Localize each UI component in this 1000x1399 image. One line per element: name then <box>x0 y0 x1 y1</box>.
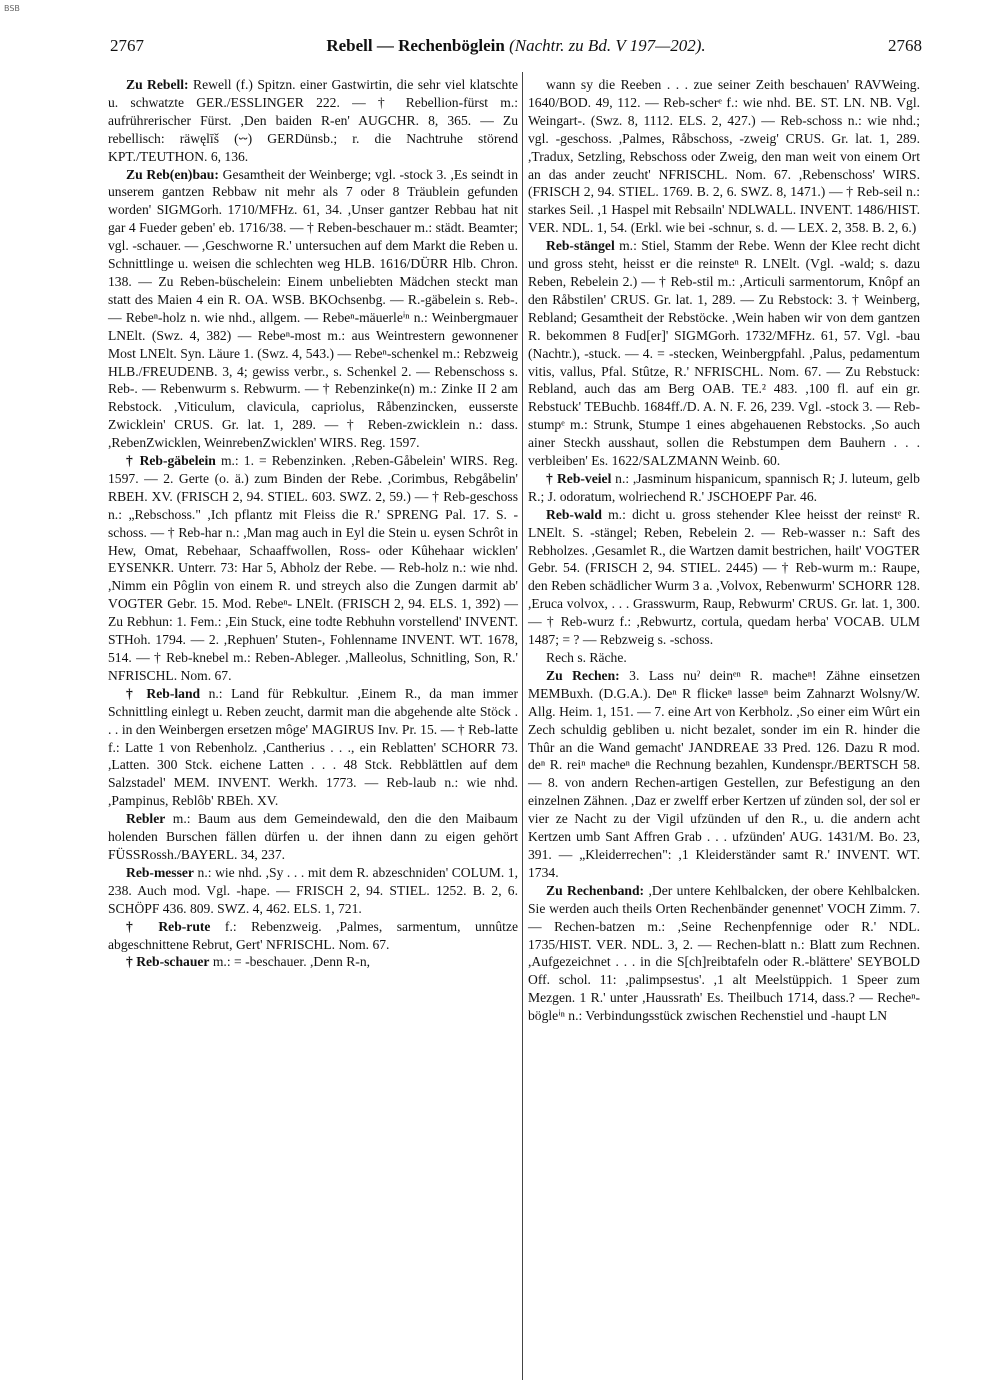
entry-lemma: Reb-wald <box>546 506 602 522</box>
entry-text: m.: Baum aus dem Gemeindewald, den die den Maibaum holenden Burschen fällen dürfen u. der ihnen dann zu eigen gehört FÜSSRossh./BAYERL. 34, 237. <box>108 811 518 862</box>
entry-text: m.: dicht u. gross stehender Klee heisst der reinstᵉ R. LNElt. S. -stängel; Reben, Rebelein 2. — Reb-wasser n.: Saft des Rebholzes. ,Gesamlet R., die Wartzen damit bestrichen, hailt' VOGTER Gebr. 54. (FRISCH 2, 94. STIEL. 2445) — † Reb-wurm m.: Raupe, den Reben schädlicher Wurm 3 a. ,Volvox, Rebenwurm' SCHORR 128. ,Eruca volvox, . . . Grasswurm, Raup, Rebwurm' CRUS. Gr. lat. 1, 300. — † Reb-wurz f.: ,Rebwurtz, cortula, quedam herba' VOCAB. ULM 1487; = ? — Rebzweig s. -schoss. <box>528 506 920 648</box>
entry-text: ,Der untere Kehlbalcken, der obere Kehlbalcken. Sie werden auch theils Orten Rechenbänder genennet' VOCH Zimm. 7. — Rechen-batzen m.: ,Seine Rechenpfennige oder R.' NDL. 1735/HIST. VER. NDL. 3, 2. — Rechen-blatt n.: Blatt zum Rechnen. ,Aufgezeichnet . . . in die S[ch]reibtafeln oder R.-blättere' SEYBOLD Off. schol. 11: ,palimpsestus'. ,1 alt Meelstüppich. 1 Speer zum Mezgen. 1 R.' unter ,Haussrath' Es. Theilbuch 1714, dass.? — Recheⁿ-bögleⁱⁿ n.: Verbindungsstück zwischen Rechenstiel und -haupt LN <box>528 882 920 1024</box>
dictionary-entry <box>528 470 920 506</box>
running-title <box>280 36 752 56</box>
dictionary-entry <box>528 649 920 667</box>
entry-lemma: † Reb-gäbelein <box>126 453 216 469</box>
column-divider <box>522 72 523 1380</box>
page-header <box>110 36 922 64</box>
page-number-left: 2767 <box>110 36 144 55</box>
dictionary-entry <box>108 953 518 971</box>
running-title-text: Rebell — Rechenböglein <box>326 36 505 55</box>
right-column <box>528 76 920 1025</box>
entry-lemma: † Reb-schauer <box>126 954 210 970</box>
entry-text: Rewell (f.) Spitzn. einer Gastwirtin, die sehr viel klatschte u. schwatzte GER./ESSLINGER 222. — † Rebellion-fürst m.: aufrührerischer Fürst. ,Den baiden R-en' AUGCHR. 8, 365. — Zu rebellisch: räwęlīš (⏑⏑) GERDünsb.; r. die Nachtruhe störend KPT./TEUTHON. 6, 136. <box>108 77 518 164</box>
dictionary-entry <box>528 506 920 649</box>
entry-text: 3. Lass nuˀ deinᵉⁿ R. macheⁿ! Zähne einsetzen MEMBuxh. (D.G.A.). Deⁿ R flickeⁿ lasseⁿ beim Zahnarzt Wolsny/W. Allg. Heim. 1, 151. — 7. eine Art von Kerbholz. ,So einer eim Wûrt ein Zech schuldig gebliben u. nicht bezalet, sonder im ein R. hinder die Thûr an die Wand gemacht' JANDREAE 33 Pred. 126. Dazu R mod. deⁿ R. reiⁿ macheⁿ die Rechnung bezahlen, Kundenspr./BERTSCH 58. — 8. von andern Rechen-artigen Gestellen, zur Befestigung an den einzelnen Zähnen. ,Daz er zwelff erber Kertzen uf zünden sol, der sol er vier ze Nacht zu der Vigil ufzünden uf den R., u. die andern acht Kertzen umb Sant Affren Grab . . . ufzünden' AUG. 1431/M. Bo. 23, 391. — „Kleiderrechen": ,1 Kleiderständer samt R.' INVENT. WT. 1734. <box>528 667 920 880</box>
entry-lemma: † Reb-rute <box>126 918 211 934</box>
entry-lemma: † Reb-veiel <box>546 470 612 486</box>
entry-text: wann sy die Reeben . . . zue seiner Zeith beschauen' RAVWeing. 1640/BOD. 49, 112. — Reb-scherᵉ f.: wie nhd. BE. ST. LN. NB. Vgl. Weingart-. (Swz. 8, 1112. ELS. 2, 427.) — Reb-schoss n.: wie nhd.; vgl. -geschoss. ,Palmes, Råbschoss, -zweig' CRUS. Gr. lat. 1, 289. ,Tradux, Setzling, Rebschoss oder Zweig, den man weit von einem Ort an das ander zeucht' NFRISCHL. Nom. 67. ,Rebenschoss' WIRS. (FRISCH 2, 94. STIEL. 1769. B. 2, 6. SWZ. 8, 1471.) — † Reb-seil n.: starkes Seil. ,1 Haspel mit Rebsailn' NDLWALL. INVENT. 1486/HIST. VER. NDL. 1, 54. (Erkl. wie bei -schnur, s. d. — LEX. 2, 358. B. 2, 6.) <box>528 77 920 236</box>
dictionary-entry <box>108 810 518 864</box>
running-title-note: (Nachtr. zu Bd. V 197—202). <box>509 36 706 55</box>
entry-text: m.: = -beschauer. ,Denn R-n, <box>212 954 371 970</box>
dictionary-entry <box>108 76 518 166</box>
entry-text: Gesamtheit der Weinberge; vgl. -stock 3. ,Es seindt in unserem gantzen Rebbaw nit mehr als 7 oder 8 Träublein gefunden worden' SIGMGorh. 1710/MFHz. 61, 34. ,Unser gantzer Rebbau hat nit gar 4 Fueder geben' eb. 1716/38. — † Reben-beschauer m.: städt. Beamter; vgl. -schauer. — ,Geschworne R.' untersuchen auf dem Markt die Reben u. Schnittlinge u. weisen die schlechten weg HLB. 1616/DÜRR Hlb. Chron. 138. — Zu Reben-büschelein: Einem unbeliebten Mädchen steckt man statt des Maien 4 ein R. OA. WSB. BKOchsenbg. — R.-gäbelein s. Reb-. — Rebeⁿ-holz n. wie nhd., allgem. — Rebeⁿ-mäuerleⁱⁿ n.: Weinbergmauer LNElt. (Swz. 4, 382) — Rebeⁿ-most m.: aus Weintrestern gewonnener Most LNElt. Syn. Läure 1. (Swz. 4, 543.) — Rebeⁿ-schenkel m.: Rebzweig HLB./FREUDENB. 3, 4; gewiss verbr., s. Schenkel 2. — Rebenschoss s. Reb-. — Rebenwurm s. Rebwurm. — † Rebenzinke(n) m.: Zinke II 2 am Rebstock. ,Viticulum, clavicula, capriolus, Råbenzincken, eusserste Zwicklein' CRUS. Gr. lat. 1, 289. — † Reben-zwicklein n.: dass. ,RebenZwicklen, WeinrebenZwicklen' WIRS. Reg. 1597. <box>108 166 519 451</box>
entry-lemma: Zu Rechen: <box>546 667 620 683</box>
page-number-right: 2768 <box>888 36 922 55</box>
dictionary-entry <box>108 452 518 685</box>
entry-lemma: Zu Rebell: <box>126 77 189 92</box>
dictionary-entry <box>108 166 518 453</box>
entry-text: m.: 1. = Rebenzinken. ,Reben-Gåbelein' WIRS. Reg. 1597. — 2. Gerte (o. ä.) zum Binden der Rebe. ,Corimbus, Rebgåbelin' RBEH. XV. (FRISCH 2, 94. STIEL. 603. SWZ. 2, 59.) — † Reb-geschoss n.: „Rebschoss." ,Ich pflantz mit Fleiss die R.' SPRENG Pal. 17. S. -schoss. — † Reb-har n.: ,Man mag auch in Eyl die Stein u. eysen Schrôt in Hew, Omat, Rebehaar, Schaaffwollen, Ross- oder Kûhehaar wicklen' EYSENKR. Unterr. 73: Har 5, Abholz der Rebe. — Reb-holz n.: wie nhd. ,Nimm ein Pôglin von einem R. und streych also die Zungen darmit ab' VOGTER Gebr. 15. Mod. Rebeⁿ- LNElt. (FRISCH 2, 94. ELS. 1, 392) — Zu Rebhun: 1. Fem.: ,Ein Stuck, eine todte Rebhuhn vorstellend' INVENT. STHoh. 1794. — 2. ,Rephuen' Stuten-, Fohlenname INVENT. WT. 1678, 514. — † Reb-knebel m.: Reben-Ableger. ,Malleolus, Schnitling, Son, R.' NFRISCHL. Nom. 67. <box>108 453 519 683</box>
entry-lemma: Rebler <box>126 811 166 827</box>
entry-text: m.: Stiel, Stamm der Rebe. Wenn der Klee recht dicht und gross steht, heisst er die reinsteⁿ R. LNElt. (Vgl. -wald; s. dazu Reben, Rebelein 2.) — † Reb-stil m.: ,Articuli sarmentorum, Knôpf an den Råbstilen' CRUS. Gr. lat. 1, 289. — Zu Rebstock: 3. † Weinberg, Rebland; Gesamtheit der Rebstöcke. ,Wein haben wir von dem gantzen R. bekommen 8 Fud[er]' SIGMGorh. 1732/MFHz. 61, 57. Vgl. -bau (Nachtr.), -stuck. — 4. = -stecken, Weinbergpfahl. ,Palus, pedamentum vitis, vallus, Pfal. Stûtze, R.' NFRISCHL. Nom. 67. — Zu Rebstuck: Rebland, auch das am Berg OAB. TE.² 483. ,100 fl. auf ein gr. Rebstuck' TEBuchb. 1684ff./D. A. N. F. 26, 239. Vgl. -stock 3. — Reb-stumpᵉ m.: Strunk, Stumpe 1 eines abgehauenen Rebstocks. ,So auch ainer Steckh ausshaut, sollen die Rebstumpen dem Bauhern . . . verbleiben' Es. 1622/SALZMANN Weinb. 60. <box>528 238 920 469</box>
entry-lemma: † Reb-land <box>126 685 201 701</box>
dictionary-entry <box>528 237 920 470</box>
dictionary-entry <box>108 918 518 954</box>
entry-lemma: Zu Reb(en)bau: <box>126 166 219 182</box>
entry-lemma: Zu Rechenband: <box>546 882 645 898</box>
entry-text: n.: ,Jasminum hispanicum, spannisch R; J. luteum, gelb R.; J. odoratum, wolriechend R.' JSCHOEPF Par. 46. <box>528 470 920 504</box>
left-column <box>108 76 518 971</box>
dictionary-entry <box>108 685 518 810</box>
dictionary-entry <box>528 667 920 882</box>
entry-lemma: Reb-stängel <box>546 238 615 254</box>
entry-lemma: Reb-messer <box>126 864 194 880</box>
entry-text: Rech s. Räche. <box>546 650 627 665</box>
entry-text: f.: Rebenzweig. ,Palmes, sarmentum, unnûtze abgeschnittene Rebrut, Gert' NFRISCHL. Nom. 67. <box>108 918 518 952</box>
dictionary-entry <box>528 882 920 1025</box>
entry-text: n.: wie nhd. ,Sy . . . mit dem R. abzeschniden' COLUM. 1, 238. Auch mod. Vgl. -hape. — FRISCH 2, 94. STIEL. 1252. B. 2, 6. SCHÖPF 436. 809. SWZ. 4, 462. ELS. 1, 721. <box>108 864 518 916</box>
library-stamp: BSB <box>4 4 20 13</box>
dictionary-entry <box>108 864 518 918</box>
dictionary-entry <box>528 76 920 237</box>
entry-text: n.: Land für Rebkultur. ,Einem R., da man immer Schnittling einlegt u. Reben zeucht, darmit man die abgehende alte Stöck . . . in den Weinbergen ersetzen môge' MAGIRUS Inv. Pr. 15. — † Reb-latte f.: Latte 1 von Rebenholz. ,Cantherius . . ., ein Reblatten' SCHORR 73. ,Latten. 300 Stck. eichene Latten . . . 48 Stck. Rebblättlen auf dem Salzstadel' MEM. INVENT. Werkh. 1773. — Reb-laub n.: wie nhd. ,Pampinus, Reblôb' RBEh. XV. <box>108 685 518 809</box>
